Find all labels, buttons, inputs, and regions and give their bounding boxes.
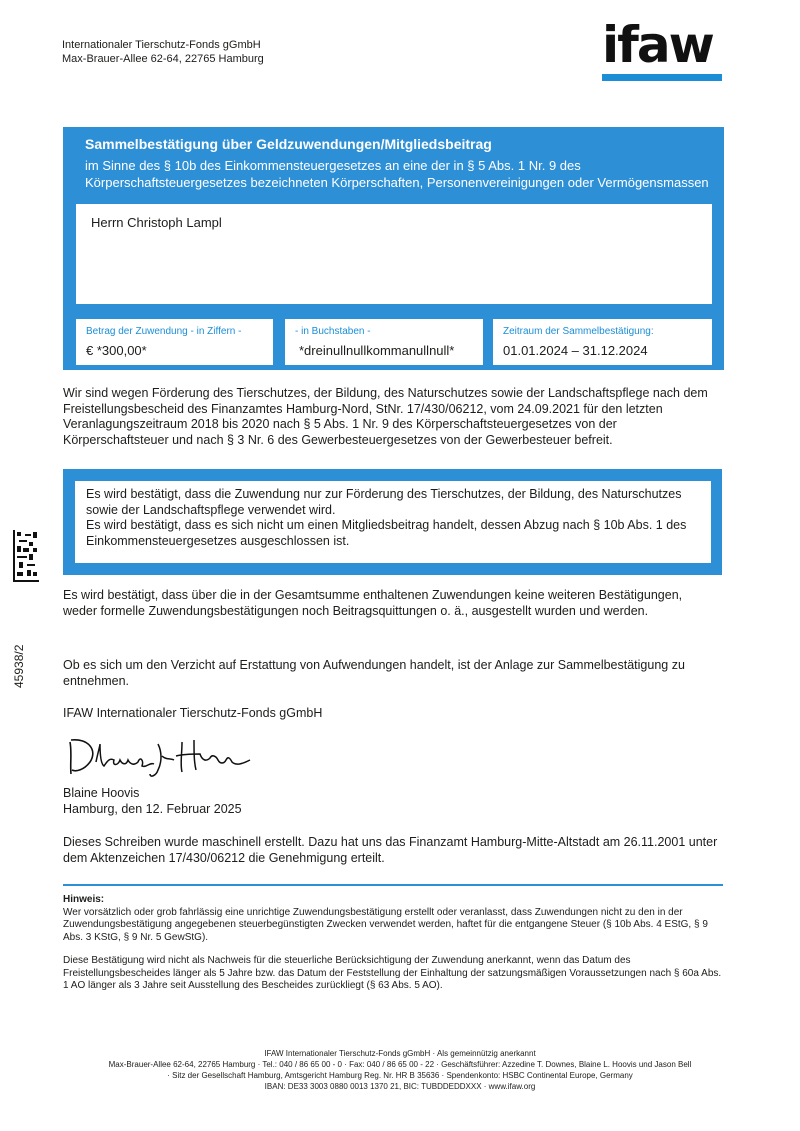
divider (63, 884, 723, 886)
amount-words-value: *dreinullnullkommanullnull* (299, 343, 455, 358)
sender-name: Internationaler Tierschutz-Fonds gGmbH (62, 39, 261, 51)
footer-line-3: · Sitz der Gesellschaft Hamburg, Amtsgericht Hamburg Reg. Nr. HR B 35636 · Spendenkonto: HSBC Continental Europe, Germany (167, 1071, 633, 1080)
recipient-address-field (76, 204, 712, 304)
margin-reference-number: 45938/2 (12, 644, 26, 688)
document-title: Sammelbestätigung über Geldzuwendungen/Mitgliedsbeitrag (85, 136, 492, 152)
exemption-paragraph: Wir sind wegen Förderung des Tierschutzes, der Bildung, des Naturschutzes sowie der Landschaftspflege nach dem Freistellungsbescheid des Finanzamtes Hamburg-Nord, StNr. 17/430/06212, vom 24.09.2021 für den letzten Veranlagungszeitraum 2018 bis 2020 nach § 5 Abs. 1 Nr. 9 des Körperschaftsteuergesetzes von der Körperschaftsteuer und nach § 3 Nr. 6 des Gewerbesteuergesetzes von der Gewerbesteuer befreit. (63, 386, 708, 447)
sender-street: Max-Brauer-Allee 62-64, 22765 Hamburg (62, 53, 264, 65)
period-label: Zeitraum der Sammelbestätigung: (503, 326, 654, 337)
amount-label: Betrag der Zuwendung - in Ziffern - (86, 326, 242, 337)
machine-generated-note: Dieses Schreiben wurde maschinell erstellt. Dazu hat uns das Finanzamt Hamburg-Mitte-Altstadt am 26.11.2001 unter dem Aktenzeichen 17/430/06212 die Genehmigung erteilt. (63, 835, 718, 865)
notice-liability: Wer vorsätzlich oder grob fahrlässig eine unrichtige Zuwendungsbestätigung erstellt oder veranlasst, dass Zuwendungen nicht zu den in der Zuwendungsbestätigung angegebenen steuerbegünstigten Zwecken verwendet werden, haftet für die entgangene Steuer (§ 10b Abs. 4 EStG, § 9 Abs. 3 KStG, § 9 Nr. 5 GewStG). (63, 906, 708, 943)
period-field (493, 319, 712, 365)
footer-line-1: IFAW Internationaler Tierschutz-Fonds gGmbH · Als gemeinnützig anerkannt (264, 1049, 536, 1058)
datamatrix-code (13, 530, 39, 582)
organization-name: IFAW Internationaler Tierschutz-Fonds gGmbH (63, 706, 323, 720)
notice-validity: Diese Bestätigung wird nicht als Nachweis für die steuerliche Berücksichtigung der Zuwendung anerkannt, wenn das Datum des Freistellungsbescheides länger als 5 Jahre bzw. das Datum der Feststellung der Einhaltung der satzungsmäßigen Voraussetzungen nach § 60a Abs. 1 AO länger als 3 Jahre seit Ausstellung des Bescheides zurückliegt (§ 63 Abs. 5 AO). (63, 955, 722, 991)
footer (30, 1048, 770, 1092)
header-box (63, 127, 724, 370)
amount-value: € *300,00* (86, 343, 147, 358)
signature-block (63, 785, 242, 817)
footer-line-2: Max-Brauer-Allee 62-64, 22765 Hamburg · Tel.: 040 / 86 65 00 - 0 · Fax: 040 / 86 65 00 - 22 · Geschäftsführer: Azzedine T. Downes, Blaine L. Hoovis und Jason Bell (108, 1060, 692, 1069)
expense-waiver-paragraph: Ob es sich um den Verzicht auf Erstattung von Aufwendungen handelt, ist der Anlage zur Sammelbestätigung zu entnehmen. (63, 658, 685, 688)
document-subtitle: im Sinne des § 10b des Einkommensteuergesetzes an eine der in § 5 Abs. 1 Nr. 9 des Körperschaftsteuergesetzes bezeichneten Körperschaften, Personenvereinigungen oder Vermögensmassen (85, 158, 709, 190)
logo-bar (602, 74, 722, 81)
place-date: Hamburg, den 12. Februar 2025 (63, 802, 242, 816)
confirmation-purpose: Es wird bestätigt, dass die Zuwendung nur zur Förderung des Tierschutzes, der Bildung, des Naturschutzes sowie der Landschaftspflege verwendet wird. (86, 487, 682, 517)
signature-image (66, 730, 256, 780)
no-further-receipts-paragraph: Es wird bestätigt, dass über die in der Gesamtsumme enthaltenen Zuwendungen keine weiteren Bestätigungen, weder formelle Zuwendungsbestätigungen noch Beitragsquittungen o. ä., ausgestellt wurden und werden. (63, 588, 683, 618)
ifaw-logo (602, 16, 722, 81)
logo-text: ifaw (602, 16, 713, 74)
period-value: 01.01.2024 – 31.12.2024 (503, 343, 648, 358)
amount-words-label: - in Buchstaben - (295, 326, 371, 337)
amount-words-field (285, 319, 483, 365)
amount-field (76, 319, 273, 365)
confirmation-box (63, 469, 722, 575)
notice-section (63, 894, 728, 993)
notice-title: Hinweis: (63, 894, 105, 905)
recipient-name: Herrn Christoph Lampl (91, 215, 222, 230)
sender-address (62, 38, 264, 66)
footer-line-4: IBAN: DE33 3003 0880 0013 1370 21, BIC: TUBDDEDDXXX · www.ifaw.org (264, 1082, 536, 1091)
confirmation-not-membership: Es wird bestätigt, dass es sich nicht um einen Mitgliedsbeitrag handelt, dessen Abzug nach § 10b Abs. 1 des Einkommensteuergesetzes ausgeschlossen ist. (86, 518, 687, 548)
signer-name: Blaine Hoovis (63, 786, 140, 800)
